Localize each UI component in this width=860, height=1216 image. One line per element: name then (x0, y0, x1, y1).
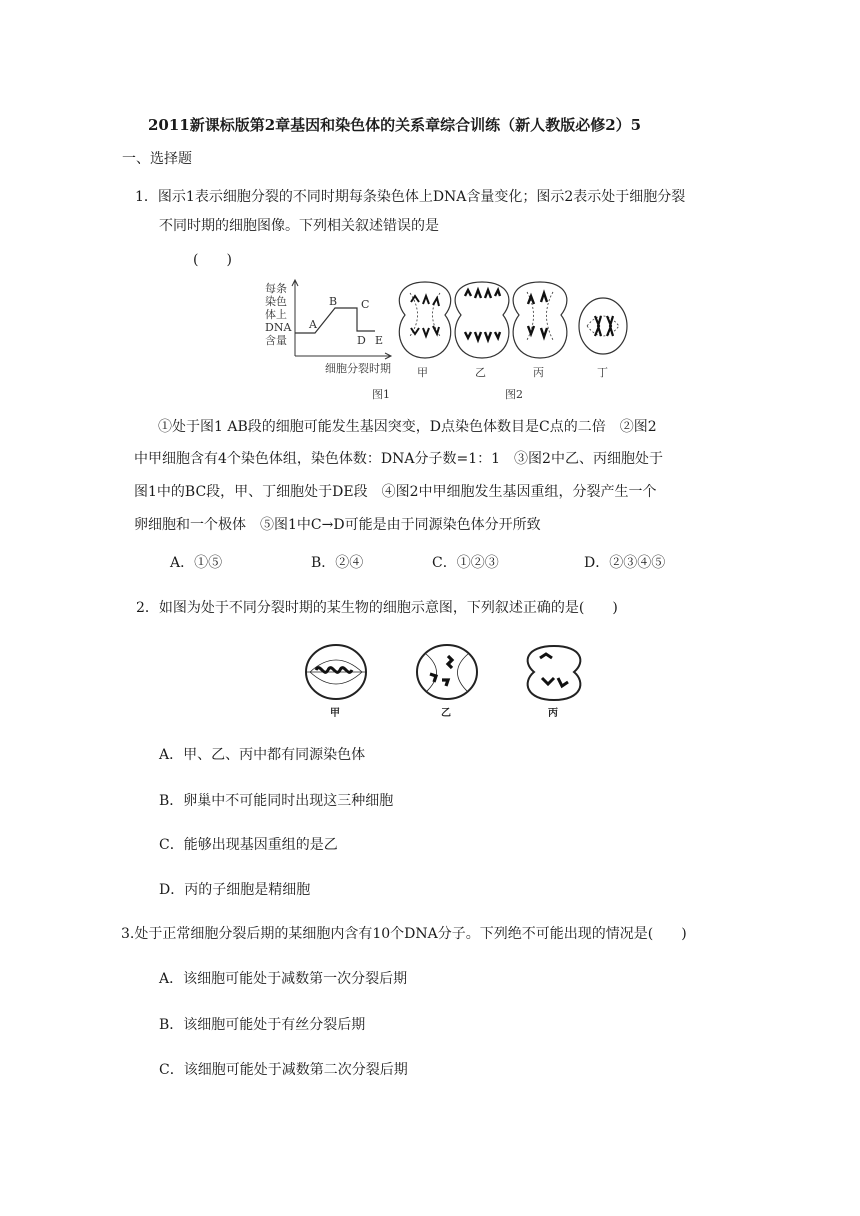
question-2-stem: 2．如图为处于不同分裂时期的某生物的细胞示意图，下列叙述正确的是( ) (136, 600, 618, 616)
figure-2-caption: 图2 (505, 388, 523, 401)
q1-option-a[interactable]: A．①⑤ (170, 555, 223, 571)
figure-1-caption: 图1 (372, 388, 390, 401)
point-e: E (375, 334, 384, 347)
q2-cell-jia (306, 645, 366, 719)
question-1-stem-line-2: 不同时期的细胞图像。下列相关叙述错误的是 (159, 218, 439, 234)
point-a: A (309, 318, 317, 331)
graph-y-label-1: 每条 (265, 282, 287, 295)
point-c: C (361, 298, 370, 311)
question-1-stem-line-1: 1．图示1表示细胞分裂的不同时期每条染色体上DNA含量变化；图示2表示处于细胞分裂 (135, 189, 686, 205)
q2-option-d[interactable]: D．丙的子细胞是精细胞 (159, 882, 311, 898)
q3-option-c[interactable]: C．该细胞可能处于减数第二次分裂后期 (159, 1062, 408, 1078)
cell-ding-label: 丁 (597, 366, 608, 379)
q2-cell-jia-label: 甲 (330, 708, 340, 719)
cell-yi-label: 乙 (475, 366, 486, 379)
question-2-figure (300, 640, 590, 720)
point-d: D (357, 334, 366, 347)
question-1-options (170, 552, 690, 572)
cell-jia-label: 甲 (417, 366, 428, 379)
cell-bing (505, 282, 567, 401)
q2-cell-bing (528, 646, 581, 719)
cell-jia (399, 282, 450, 379)
q2-cell-bing-label: 丙 (548, 708, 558, 719)
q2-option-a[interactable]: A．甲、乙、丙中都有同源染色体 (159, 747, 366, 763)
dna-content-graph (265, 280, 391, 401)
question-1-statements-line-2: 中甲细胞含有4个染色体组，染色体数：DNA分子数=1：1 ③图2中乙、丙细胞处于 (134, 451, 663, 467)
dna-content-curve (295, 308, 375, 333)
q1-option-b[interactable]: B．②④ (311, 555, 364, 571)
answer-parenthesis: ( ) (193, 252, 232, 268)
page-title: 2011新课标版第2章基因和染色体的关系章综合训练（新人教版必修2）5 (148, 116, 642, 134)
cell-ding (579, 298, 627, 379)
point-b: B (329, 295, 338, 308)
q2-cell-yi (417, 645, 477, 719)
graph-y-label-3: 体上 (265, 308, 287, 321)
question-1-statements-line-1: ①处于图1 AB段的细胞可能发生基因突变，D点染色体数目是C点的二倍 ②图2 (158, 419, 657, 435)
graph-y-label-5: 含量 (265, 334, 287, 347)
q1-option-c[interactable]: C．①②③ (432, 555, 499, 571)
cell-yi (455, 282, 509, 379)
q2-cell-yi-label: 乙 (441, 708, 451, 719)
q1-option-d[interactable]: D．②③④⑤ (584, 555, 666, 571)
graph-y-label-4: DNA (265, 321, 292, 334)
graph-y-label-2: 染色 (265, 295, 287, 308)
question-3-stem: 3.处于正常细胞分裂后期的某细胞内含有10个DNA分子。下列绝不可能出现的情况是( ) (121, 926, 687, 942)
graph-x-label: 细胞分裂时期 (325, 362, 391, 375)
q2-option-c[interactable]: C．能够出现基因重组的是乙 (159, 837, 338, 853)
question-1-statements-line-4: 卵细胞和一个极体 ⑤图1中C→D可能是由于同源染色体分开所致 (134, 517, 541, 533)
question-1-figure (265, 278, 635, 402)
q3-option-b[interactable]: B．该细胞可能处于有丝分裂后期 (159, 1017, 366, 1033)
section-heading: 一、选择题 (122, 151, 192, 167)
question-1-statements-line-3: 图1中的BC段，甲、丁细胞处于DE段 ④图2中甲细胞发生基因重组，分裂产生一个 (134, 484, 657, 500)
cell-bing-label: 丙 (533, 366, 544, 379)
q2-option-b[interactable]: B．卵巢中不可能同时出现这三种细胞 (159, 793, 394, 809)
q3-option-a[interactable]: A．该细胞可能处于减数第一次分裂后期 (159, 971, 408, 987)
